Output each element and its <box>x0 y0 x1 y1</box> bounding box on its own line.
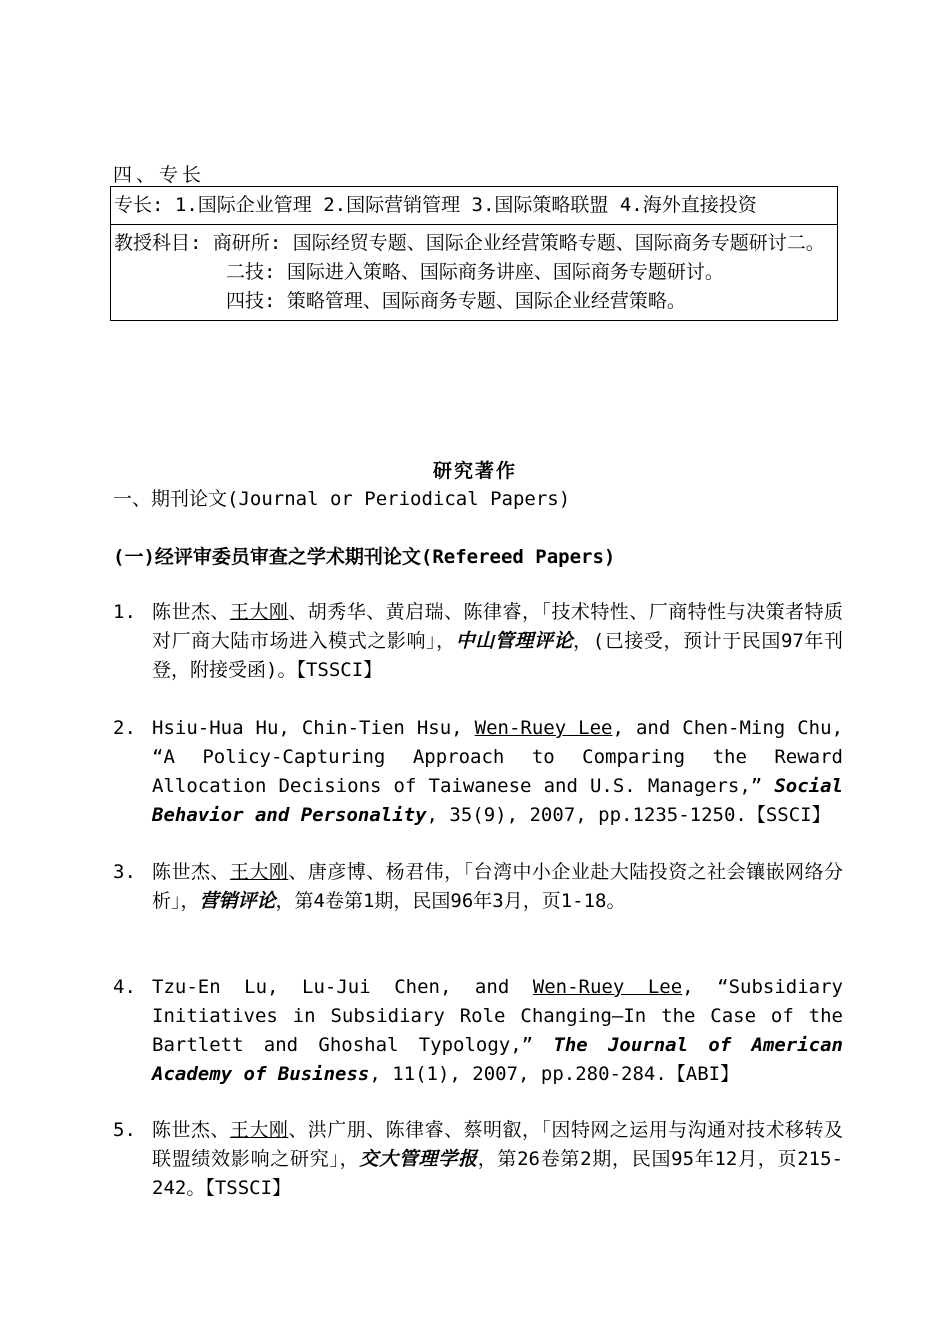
specialty-table <box>110 186 838 321</box>
reference-item <box>113 598 843 685</box>
specialty-heading: 四、专长 <box>113 164 206 186</box>
reference-title: , and Chen-Ming Chu, “A Policy-Capturing Approach to Comparing the Reward Allocation Decisions of Taiwanese and U.S. Managers,” <box>152 717 844 797</box>
reference-underlined-author: Wen-Ruey Lee <box>532 976 683 998</box>
reference-authors: Hsiu-Hua Hu, Chin-Tien Hsu, <box>152 717 475 739</box>
reference-journal: Social Behavior and Personality <box>152 775 843 826</box>
reference-text <box>152 598 843 685</box>
journal-papers-heading: 一、期刊论文(Journal or Periodical Papers) <box>113 488 571 510</box>
reference-item <box>113 973 843 1089</box>
reference-details: , 11(1), 2007, pp.280-284.【ABI】 <box>369 1063 740 1085</box>
courses-main: 教授科目: 商研所: 国际经贸专题、国际企业经营策略专题、国际商务专题研讨二。 <box>114 232 825 254</box>
reference-details: ，第4卷第1期，民国96年3月，页1-18。 <box>275 890 626 912</box>
reference-journal: 营销评论 <box>199 890 276 912</box>
reference-item <box>113 714 843 830</box>
reference-underlined-author: 王大刚 <box>229 1119 289 1141</box>
courses-row <box>111 225 837 320</box>
reference-underlined-author: 王大刚 <box>229 861 289 883</box>
specialty-row: 专长: 1.国际企业管理 2.国际营销管理 3.国际策略联盟 4.海外直接投资 <box>111 187 837 225</box>
reference-authors: 陈世杰、 <box>152 1119 230 1141</box>
reference-item <box>113 858 843 916</box>
reference-authors: 陈世杰、 <box>152 861 230 883</box>
reference-title: 、唐彦博、杨君伟，「台湾中小企业赴大陆投资之社会镶嵌网络分析」， <box>152 861 843 912</box>
courses-four-year: 四技: 策略管理、国际商务专题、国际企业经营策略。 <box>226 290 686 312</box>
reference-number: 2. <box>113 717 136 739</box>
reference-number: 1. <box>113 601 136 623</box>
reference-number: 3. <box>113 861 136 883</box>
courses-two-year: 二技: 国际进入策略、国际商务讲座、国际商务专题研讨。 <box>226 261 724 283</box>
reference-text <box>152 858 843 916</box>
reference-number: 5. <box>113 1119 136 1141</box>
reference-title: 、洪广朋、陈律睿、蔡明叡，「因特网之运用与沟通对技术移转及联盟绩效影响之研究」， <box>152 1119 843 1170</box>
reference-text <box>152 714 843 830</box>
reference-item <box>113 1116 843 1203</box>
reference-underlined-author: 王大刚 <box>229 601 289 623</box>
reference-authors: Tzu-En Lu, Lu-Jui Chen, and <box>152 976 533 998</box>
reference-details: ，(已接受，预计于民国97年刊登，附接受函)。【TSSCI】 <box>152 630 843 681</box>
reference-text <box>152 1116 843 1203</box>
reference-journal: 交大管理学报 <box>359 1148 478 1170</box>
research-title: 研究著作 <box>432 460 517 482</box>
reference-text <box>152 973 843 1089</box>
reference-details: , 35(9), 2007, pp.1235-1250.【SSCI】 <box>426 804 831 826</box>
refereed-papers-heading: (一)经评审委员审查之学术期刊论文(Refereed Papers) <box>113 546 616 568</box>
reference-authors: 陈世杰、 <box>152 601 230 623</box>
reference-title: 、胡秀华、黄启瑞、陈律睿，「技术特性、厂商特性与决策者特质对厂商大陆市场进入模式之影响」， <box>152 601 843 652</box>
reference-journal: 中山管理评论 <box>455 630 574 652</box>
reference-underlined-author: Wen-Ruey Lee <box>474 717 613 739</box>
reference-number: 4. <box>113 976 136 998</box>
reference-title: , “Subsidiary Initiatives in Subsidiary Role Changing—In the Case of the Bartlett and Ghoshal Typology,” <box>152 976 843 1056</box>
reference-journal: The Journal of American Academy of Business <box>152 1034 843 1085</box>
reference-details: ，第26卷第2期，民国95年12月，页215-242。【TSSCI】 <box>152 1148 843 1199</box>
